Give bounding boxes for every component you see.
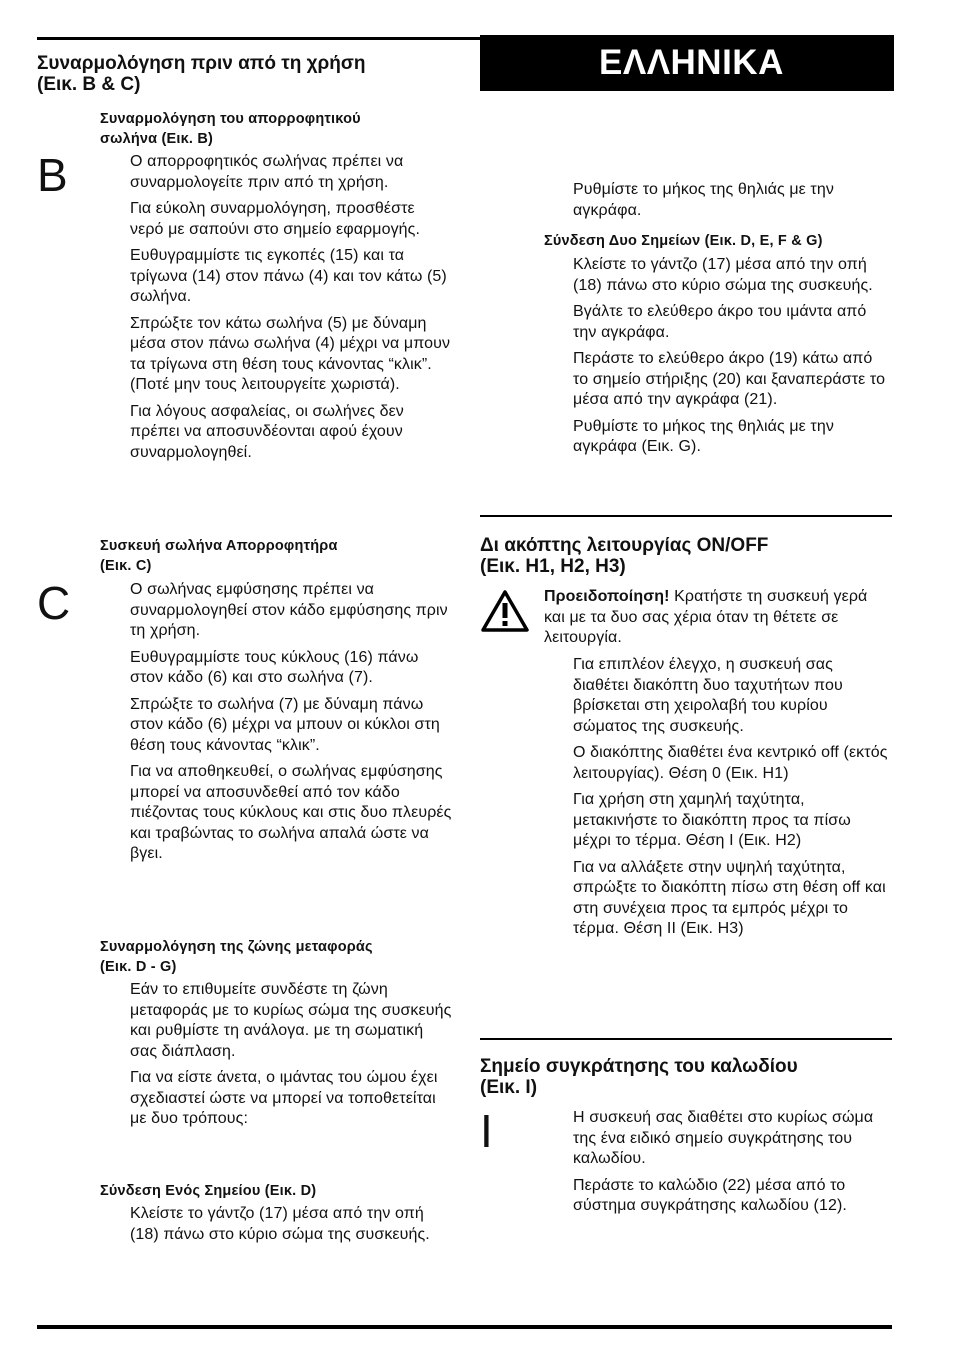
tube-instructions [130,152,452,463]
paragraph: Για να αλλάξετε στην υψηλή ταχύτητα, σπρώξτε το διακόπτη πίσω στη θέση off και στη συνέχεια προς τα εμπρός μέχρι το τέρμα. Θέση II (Εικ. H3) [573,858,886,937]
paragraph: Ευθυγραμμίστε τις εγκοπές (15) και τα τρίγωνα (14) στον πάνω (4) και τον κάτω (5) σωλήνα. [130,247,447,305]
figure-label-c: C [37,577,71,629]
subheading-one-point: Σύνδεση Ενός Σημείου (Εικ. D) [100,1183,317,1199]
paragraph: Σπρώξτε τον κάτω σωλήνα (5) με δύναμη μέσα στον πάνω σωλήνα (4) μέχρι να μπουν τα τρίγωνα στη θέση τους κάνοντας “κλικ”. (Ποτέ μην τους λειτουργείτε χωριστά). [130,314,451,393]
belt-instructions [130,980,452,1130]
subheading-blower: Συσκευή σωλήνα Απορροφητήρα (Εικ. C) [100,538,338,574]
paragraph: Για επιπλέον έλεγχο, η συσκευή σας διαθέτει διακόπτη δυο ταχυτήτων που βρίσκεται στη χειρολαβή του κυρίου σώματος της συσκευής. [573,656,843,735]
paragraph: Για να είστε άνετα, ο ιμάντας του ώμου έχει σχεδιαστεί ώστε να μπορεί να τοποθετείται με δυο τρόπους: [130,1069,438,1127]
paragraph: Περάστε το ελεύθερο άκρο (19) κάτω από το σημείο στήριξης (20) και ξαναπεράστε το μέσα από την αγκράφα (21). [573,350,886,408]
paragraph: Ρυθμίστε το μήκος της θηλιάς με την αγκράφα. [573,181,834,219]
figure-label-i: I [480,1105,493,1157]
paragraph: Ευθυγραμμίστε τους κύκλους (16) πάνω στον κάδο (6) και στο σωλήνα (7). [130,648,419,686]
paragraph: Ρυθμίστε το μήκος της θηλιάς με την αγκράφα (Εικ. G). [573,417,834,455]
paragraph: Ο σωλήνας εμφύσησης πρέπει να συναρμολογηθεί στον κάδο εμφύσησης πριν τη χρήση. [130,581,448,639]
figure-label-b: B [37,149,68,201]
subheading-belt: Συναρμολόγηση της ζώνης μεταφοράς (Εικ. D - G) [100,939,373,975]
paragraph: Εάν το επιθυμείτε συνδέστε τη ζώνη μεταφοράς με το κυρίως σώμα της συσκευής και ρυθμίστε τη ανάλογα. με τη σωματική σας διάπλαση. [130,981,452,1060]
blower-instructions [130,580,452,865]
language-banner: ΕΛΛΗΝΙΚΑ [480,35,894,91]
section-divider [480,1038,892,1040]
cord-instructions [573,1108,891,1217]
warning-text: Κρατήστε τη συσκευή γερά και με τα δυο σας χέρια όταν τη θέτετε σε λειτουργία. [544,588,868,646]
paragraph: Η συσκευή σας διαθέτει στο κυρίως σώμα της ένα ειδικό σημείο συγκράτησης του καλωδίου. [573,1109,874,1167]
section-divider [480,515,892,517]
switch-instructions [573,655,891,940]
paragraph: Περάστε το καλώδιο (22) μέσα από το σύστημα συγκράτησης καλωδίου (12). [573,1176,847,1214]
two-point-instructions [573,255,891,458]
paragraph: Για χρήση στη χαμηλή ταχύτητα, μετακινήστε το διακόπτη προς τα πίσω μέχρι το τέρμα. Θέση I (Εικ. H2) [573,791,851,849]
subheading-two-point: Σύνδεση Δυο Σημείων (Εικ. D, E, F & G) [544,233,823,249]
paragraph: Για εύκολη συναρμολόγηση, προσθέστε νερό με σαπούνι στο σημείο εφαρμογής. [130,200,421,238]
top-rule [37,37,480,40]
one-point-continued [573,180,891,221]
paragraph: Κλείστε το γάντζο (17) μέσα από την οπή (18) πάνω στο κύριο σώμα της συσκευής. [130,1205,430,1243]
subheading-tube: Συναρμολόγηση του απορροφητικού σωλήνα (Εικ. B) [100,111,361,147]
paragraph: Σπρώξτε το σωλήνα (7) με δύναμη πάνω στον κάδο (6) μέχρι να μπουν οι κύκλοι στη θέση τους κάνοντας “κλικ”. [130,695,440,754]
paragraph: Ο διακόπτης διαθέτει ένα κεντρικό off (εκτός λειτουργίας). Θέση 0 (Εικ. H1) [573,744,888,782]
warning-notice [544,587,892,649]
one-point-instructions [130,1204,452,1245]
heading-cord: Σημείο συγκράτησης του καλωδίου (Εικ. I) [480,1056,798,1098]
paragraph: Κλείστε το γάντζο (17) μέσα από την οπή (18) πάνω στο κύριο σώμα της συσκευής. [573,256,873,294]
heading-assembly: Συναρμολόγηση πριν από τη χρήση (Εικ. B & C) [37,53,366,95]
paragraph: Ο απορροφητικός σωλήνας πρέπει να συναρμολογείτε πριν από τη χρήση. [130,153,404,191]
warning-triangle-icon [480,589,530,633]
warning-label: Προειδοποίηση! [544,588,670,605]
paragraph: Για να αποθηκευθεί, ο σωλήνας εμφύσησης μπορεί να αποσυνδεθεί από τον κάδο πιέζοντας τους κύκλους και στις δυο πλευρές και τραβώντας το σωλήνα απαλά ώστε να βγει. [130,763,452,862]
paragraph: Βγάλτε το ελεύθερο άκρο του ιμάντα από την αγκράφα. [573,303,867,341]
paragraph: Για λόγους ασφαλείας, οι σωλήνες δεν πρέπει να αποσυνδέονται αφού έχουν συναρμολογηθεί. [130,402,404,461]
bottom-rule [37,1325,892,1329]
heading-switch: Δι ακόπτης λειτουργίας ON/OFF (Εικ. H1, H2, H3) [480,535,769,577]
